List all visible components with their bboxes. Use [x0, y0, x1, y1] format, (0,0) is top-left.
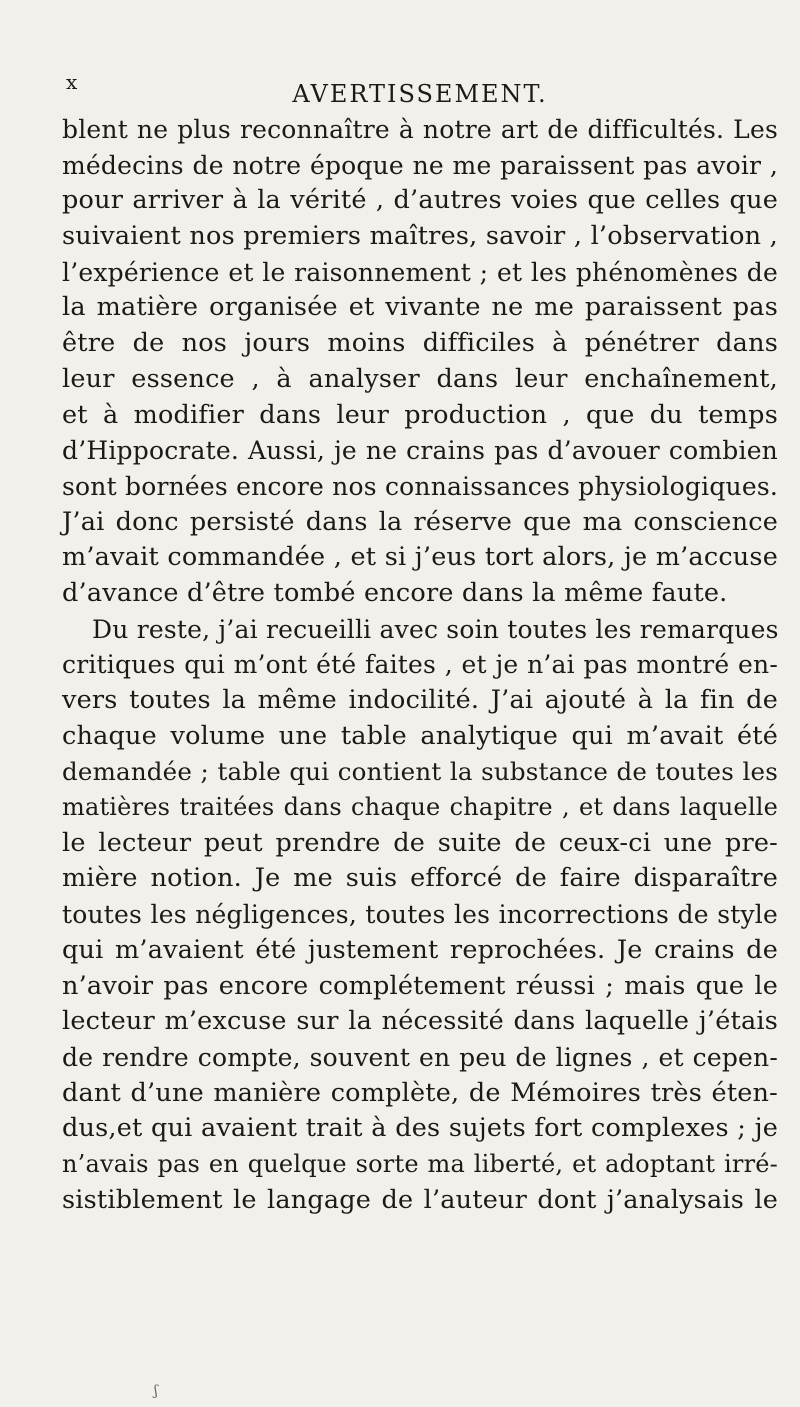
text-line: mière notion. Je me suis efforcé de faire disparaître [62, 863, 778, 894]
text-line: qui m’avaient été justement reprochées. Je crains de [62, 934, 778, 965]
text-line: toutes les négligences, toutes les incorrections de style [62, 900, 778, 930]
text-line: m’avait commandée , et si j’eus tort alors, je m’accuse [62, 542, 778, 573]
running-head: AVERTISSEMENT. [292, 80, 548, 108]
text-line: pour arriver à la vérité , d’autres voies que celles que [62, 185, 778, 216]
text-line: médecins de notre époque ne me paraissent pas avoir , [62, 150, 778, 180]
text-line: n’avoir pas encore complétement réussi ; mais que le [62, 970, 778, 1001]
text-line: suivaient nos premiers maîtres, savoir , l’observation , [62, 221, 778, 252]
text-line: sont bornées encore nos connaissances physiologiques. [62, 471, 778, 501]
body-text [62, 112, 778, 1218]
text-line: Du reste, j’ai recueilli avec soin toutes les remarques [92, 614, 779, 644]
text-line: sistiblement le langage de l’auteur dont j’analysais le [62, 1184, 778, 1215]
text-line: être de nos jours moins difficiles à pénétrer dans [62, 328, 778, 359]
text-line: leur essence , à analyser dans leur enchaînement, [62, 363, 778, 394]
text-line: le lecteur peut prendre de suite de ceux-ci une pre- [62, 827, 778, 858]
text-line: lecteur m’excuse sur la nécessité dans laquelle j’étais [62, 1006, 778, 1037]
text-line: critiques qui m’ont été faites , et je n’ai pas montré en- [62, 650, 778, 680]
text-line: demandée ; table qui contient la substance de toutes les [62, 757, 778, 787]
stray-ink-mark: ʃ [154, 1383, 158, 1399]
text-line: d’avance d’être tombé encore dans la même faute. [62, 577, 728, 608]
text-line: dus,et qui avaient trait à des sujets fort complexes ; je [62, 1113, 778, 1144]
text-line: de rendre compte, souvent en peu de lignes , et cepen- [62, 1042, 778, 1072]
text-line: dant d’une manière complète, de Mémoires très éten- [62, 1077, 778, 1108]
text-line: matières traitées dans chaque chapitre , et dans laquelle [62, 793, 778, 822]
text-line: vers toutes la même indocilité. J’ai ajouté à la fin de [62, 685, 778, 715]
text-line: J’ai donc persisté dans la réserve que ma conscience [62, 506, 778, 537]
text-line: blent ne plus reconnaître à notre art de difficultés. Les [62, 115, 778, 144]
page-number: x [66, 70, 79, 94]
text-line: d’Hippocrate. Aussi, je ne crains pas d’avouer combien [62, 436, 778, 466]
text-line: la matière organisée et vivante ne me paraissent pas [62, 292, 778, 323]
text-line: chaque volume une table analytique qui m’avait été [62, 720, 778, 751]
text-line: l’expérience et le raisonnement ; et les phénomènes de [62, 257, 778, 287]
text-line: n’avais pas en quelque sorte ma liberté, et adoptant irré- [62, 1149, 778, 1178]
text-line: et à modifier dans leur production , que du temps [62, 399, 778, 430]
